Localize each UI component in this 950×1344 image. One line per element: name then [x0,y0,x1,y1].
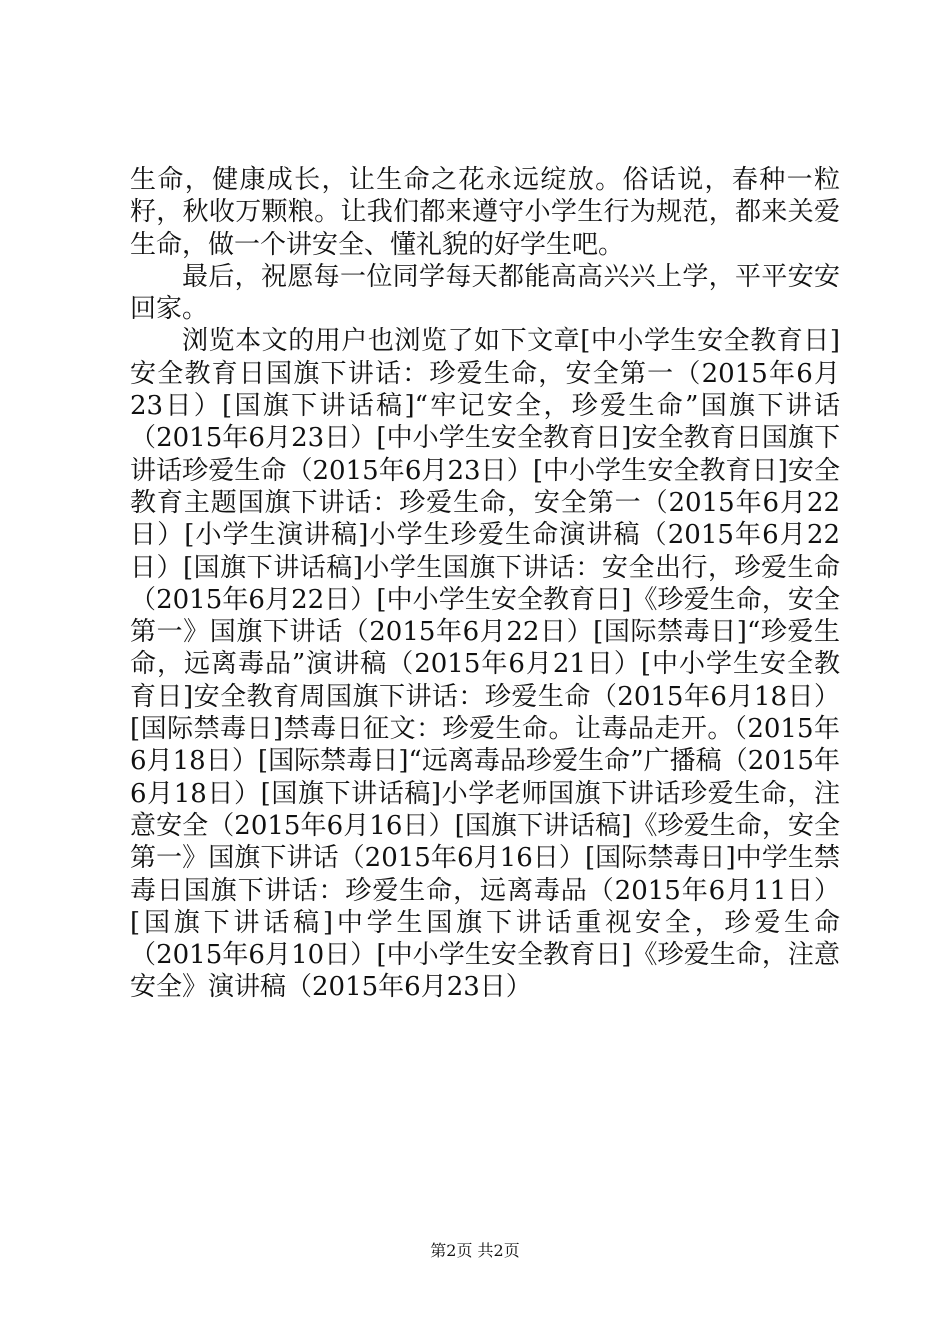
paragraph-closing-text: 生命，健康成长，让生命之花永远绽放。俗话说，春种一粒籽，秋收万颗粮。让我们都来遵守小学生行为规范，都来关爱生命，做一个讲安全、懂礼貌的好学生吧。 [130,165,840,260]
page-number-footer: 第2页 共2页 [430,1241,520,1260]
body-text [130,164,840,1004]
paragraph-related-articles: 浏览本文的用户也浏览了如下文章[中小学生安全教育日]安全教育日国旗下讲话：珍爱生命，安全第一（2015年6月23日）[国旗下讲话稿]“牢记安全，珍爱生命”国旗下讲话（2015年6月23日）[中小学生安全教育日]安全教育日国旗下讲话珍爱生命（2015年6月23日）[中小学生安全教育日]安全教育主题国旗下讲话：珍爱生命，安全第一（2015年6月22日）[小学生演讲稿]小学生珍爱生命演讲稿（2015年6月22日）[国旗下讲话稿]小学生国旗下讲话：安全出行，珍爱生命（2015年6月22日）[中小学生安全教育日]《珍爱生命，安全第一》国旗下讲话（2015年6月22日）[国际禁毒日]“珍爱生命，远离毒品”演讲稿（2015年6月21日）[中小学生安全教育日]安全教育周国旗下讲话：珍爱生命（2015年6月18日）[国际禁毒日]禁毒日征文：珍爱生命。让毒品走开。（2015年6月18日）[国际禁毒日]“远离毒品珍爱生命”广播稿（2015年6月18日）[国旗下讲话稿]小学老师国旗下讲话珍爱生命，注意安全（2015年6月16日）[国旗下讲话稿]《珍爱生命，安全第一》国旗下讲话（2015年6月16日）[国际禁毒日]中学生禁毒日国旗下讲话：珍爱生命，远离毒品（2015年6月11日）[国旗下讲话稿]中学生国旗下讲话重视安全，珍爱生命（2015年6月10日）[中小学生安全教育日]《珍爱生命，注意安全》演讲稿（2015年6月23日） [130,326,840,1003]
paragraph-wishes: 最后，祝愿每一位同学每天都能高高兴兴上学，平平安安回家。 [130,261,840,325]
